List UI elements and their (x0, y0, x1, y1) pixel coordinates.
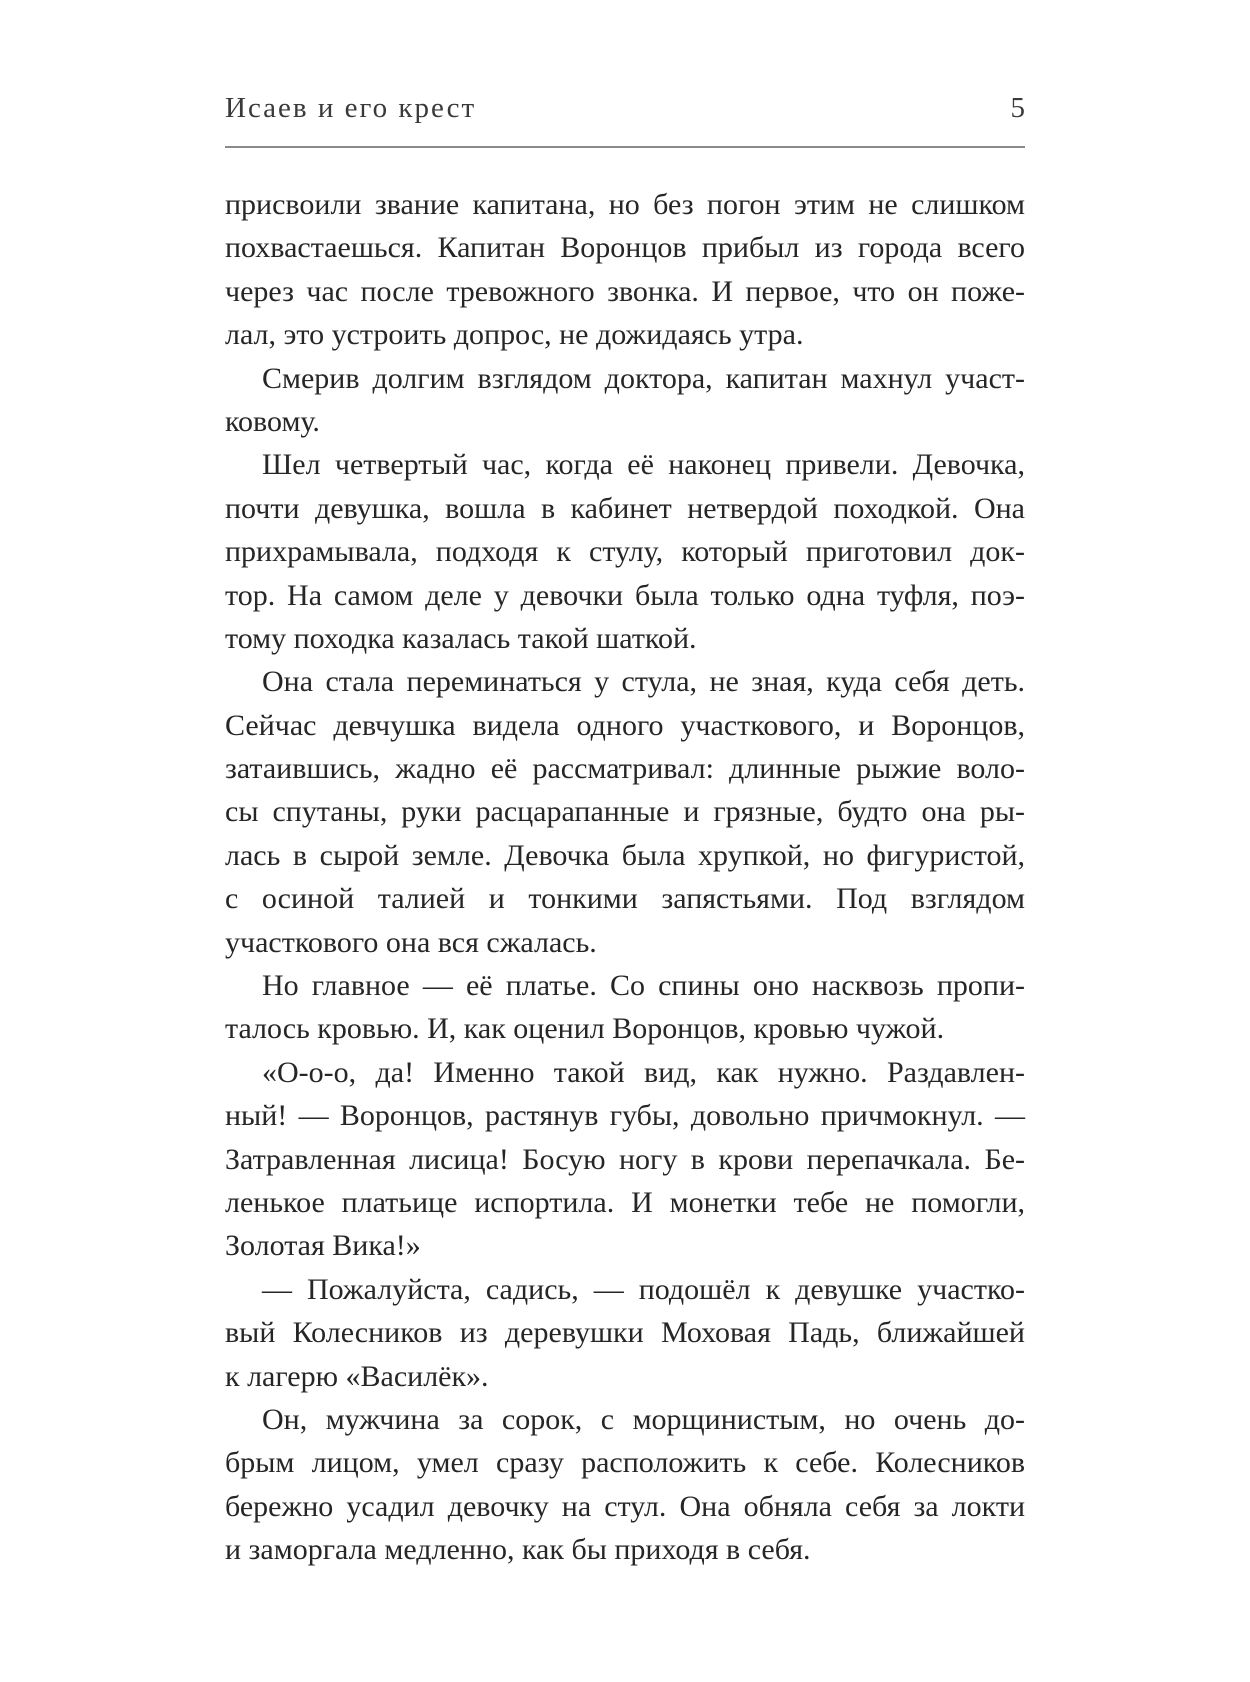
text-line: ковому. (225, 404, 320, 438)
text-line: ный! — Воронцов, растянув губы, довольно причмокнул. — (225, 1099, 1025, 1133)
text-line: Шел четвертый час, когда её наконец привели. Девочка, (262, 448, 1025, 482)
text-line: брым лицом, умел сразу расположить к себе. Колесников (225, 1446, 1025, 1480)
text-line: сы спутаны, руки расцарапанные и грязные, будто она ры- (225, 795, 1025, 829)
text-line: Сейчас девчушка видела одного участкового, и Воронцов, (225, 708, 1025, 742)
running-head-title: Исаев и его крест (225, 92, 477, 124)
text-line: «О-о-о, да! Именно такой вид, как нужно. Раздавлен- (262, 1055, 1025, 1089)
page-number: 5 (1010, 92, 1025, 124)
text-line: Она стала переминаться у стула, не зная, куда себя деть. (262, 665, 1025, 699)
text-line: прихрамывала, подходя к стулу, который приготовил док- (225, 535, 1025, 569)
text-line: лась в сырой земле. Девочка была хрупкой, но фигуристой, (225, 838, 1025, 872)
text-line: — Пожалуйста, садись, — подошёл к девушке участко- (262, 1272, 1025, 1306)
header-rule (225, 146, 1025, 148)
text-line: затаившись, жадно её рассматривал: длинные рыжие воло- (225, 752, 1025, 786)
text-line: почти девушка, вошла в кабинет нетвердой походкой. Она (225, 491, 1025, 525)
text-line: вый Колесников из деревушки Моховая Падь, ближайшей (225, 1316, 1025, 1350)
text-line: к лагерю «Василёк». (225, 1359, 489, 1393)
text-line: Но главное — её платье. Со спины оно насквозь пропи- (262, 969, 1025, 1003)
text-line: участкового она вся сжалась. (225, 925, 597, 959)
text-line: присвоили звание капитана, но без погон этим не слишком (225, 188, 1025, 221)
text-line: с осиной талией и тонкими запястьями. Под взглядом (225, 882, 1025, 916)
text-line: похвастаешься. Капитан Воронцов прибыл из города всего (225, 231, 1025, 265)
text-line: тор. На самом деле у девочки была только одна туфля, поэ- (225, 578, 1025, 612)
text-line: бережно усадил девочку на стул. Она обняла себя за локти (225, 1489, 1025, 1523)
text-line: и заморгала медленно, как бы приходя в себя. (225, 1533, 811, 1567)
body-text (225, 183, 1025, 1572)
text-line: Он, мужчина за сорок, с морщинистым, но очень до- (262, 1402, 1025, 1436)
running-head (225, 92, 1025, 136)
text-line: талось кровью. И, как оценил Воронцов, кровью чужой. (225, 1012, 945, 1046)
text-line: Смерив долгим взглядом доктора, капитан махнул участ- (262, 361, 1025, 395)
text-line: через час после тревожного звонка. И первое, что он поже- (225, 274, 1025, 308)
text-line: ленькое платьице испортила. И монетки тебе не помогли, (225, 1185, 1025, 1219)
text-line: лал, это устроить допрос, не дожидаясь утра. (225, 318, 804, 352)
text-line: тому походка казалась такой шаткой. (225, 621, 697, 655)
text-line: Золотая Вика!» (225, 1229, 421, 1263)
text-line: Затравленная лисица! Босую ногу в крови перепачкала. Бе- (225, 1142, 1025, 1176)
